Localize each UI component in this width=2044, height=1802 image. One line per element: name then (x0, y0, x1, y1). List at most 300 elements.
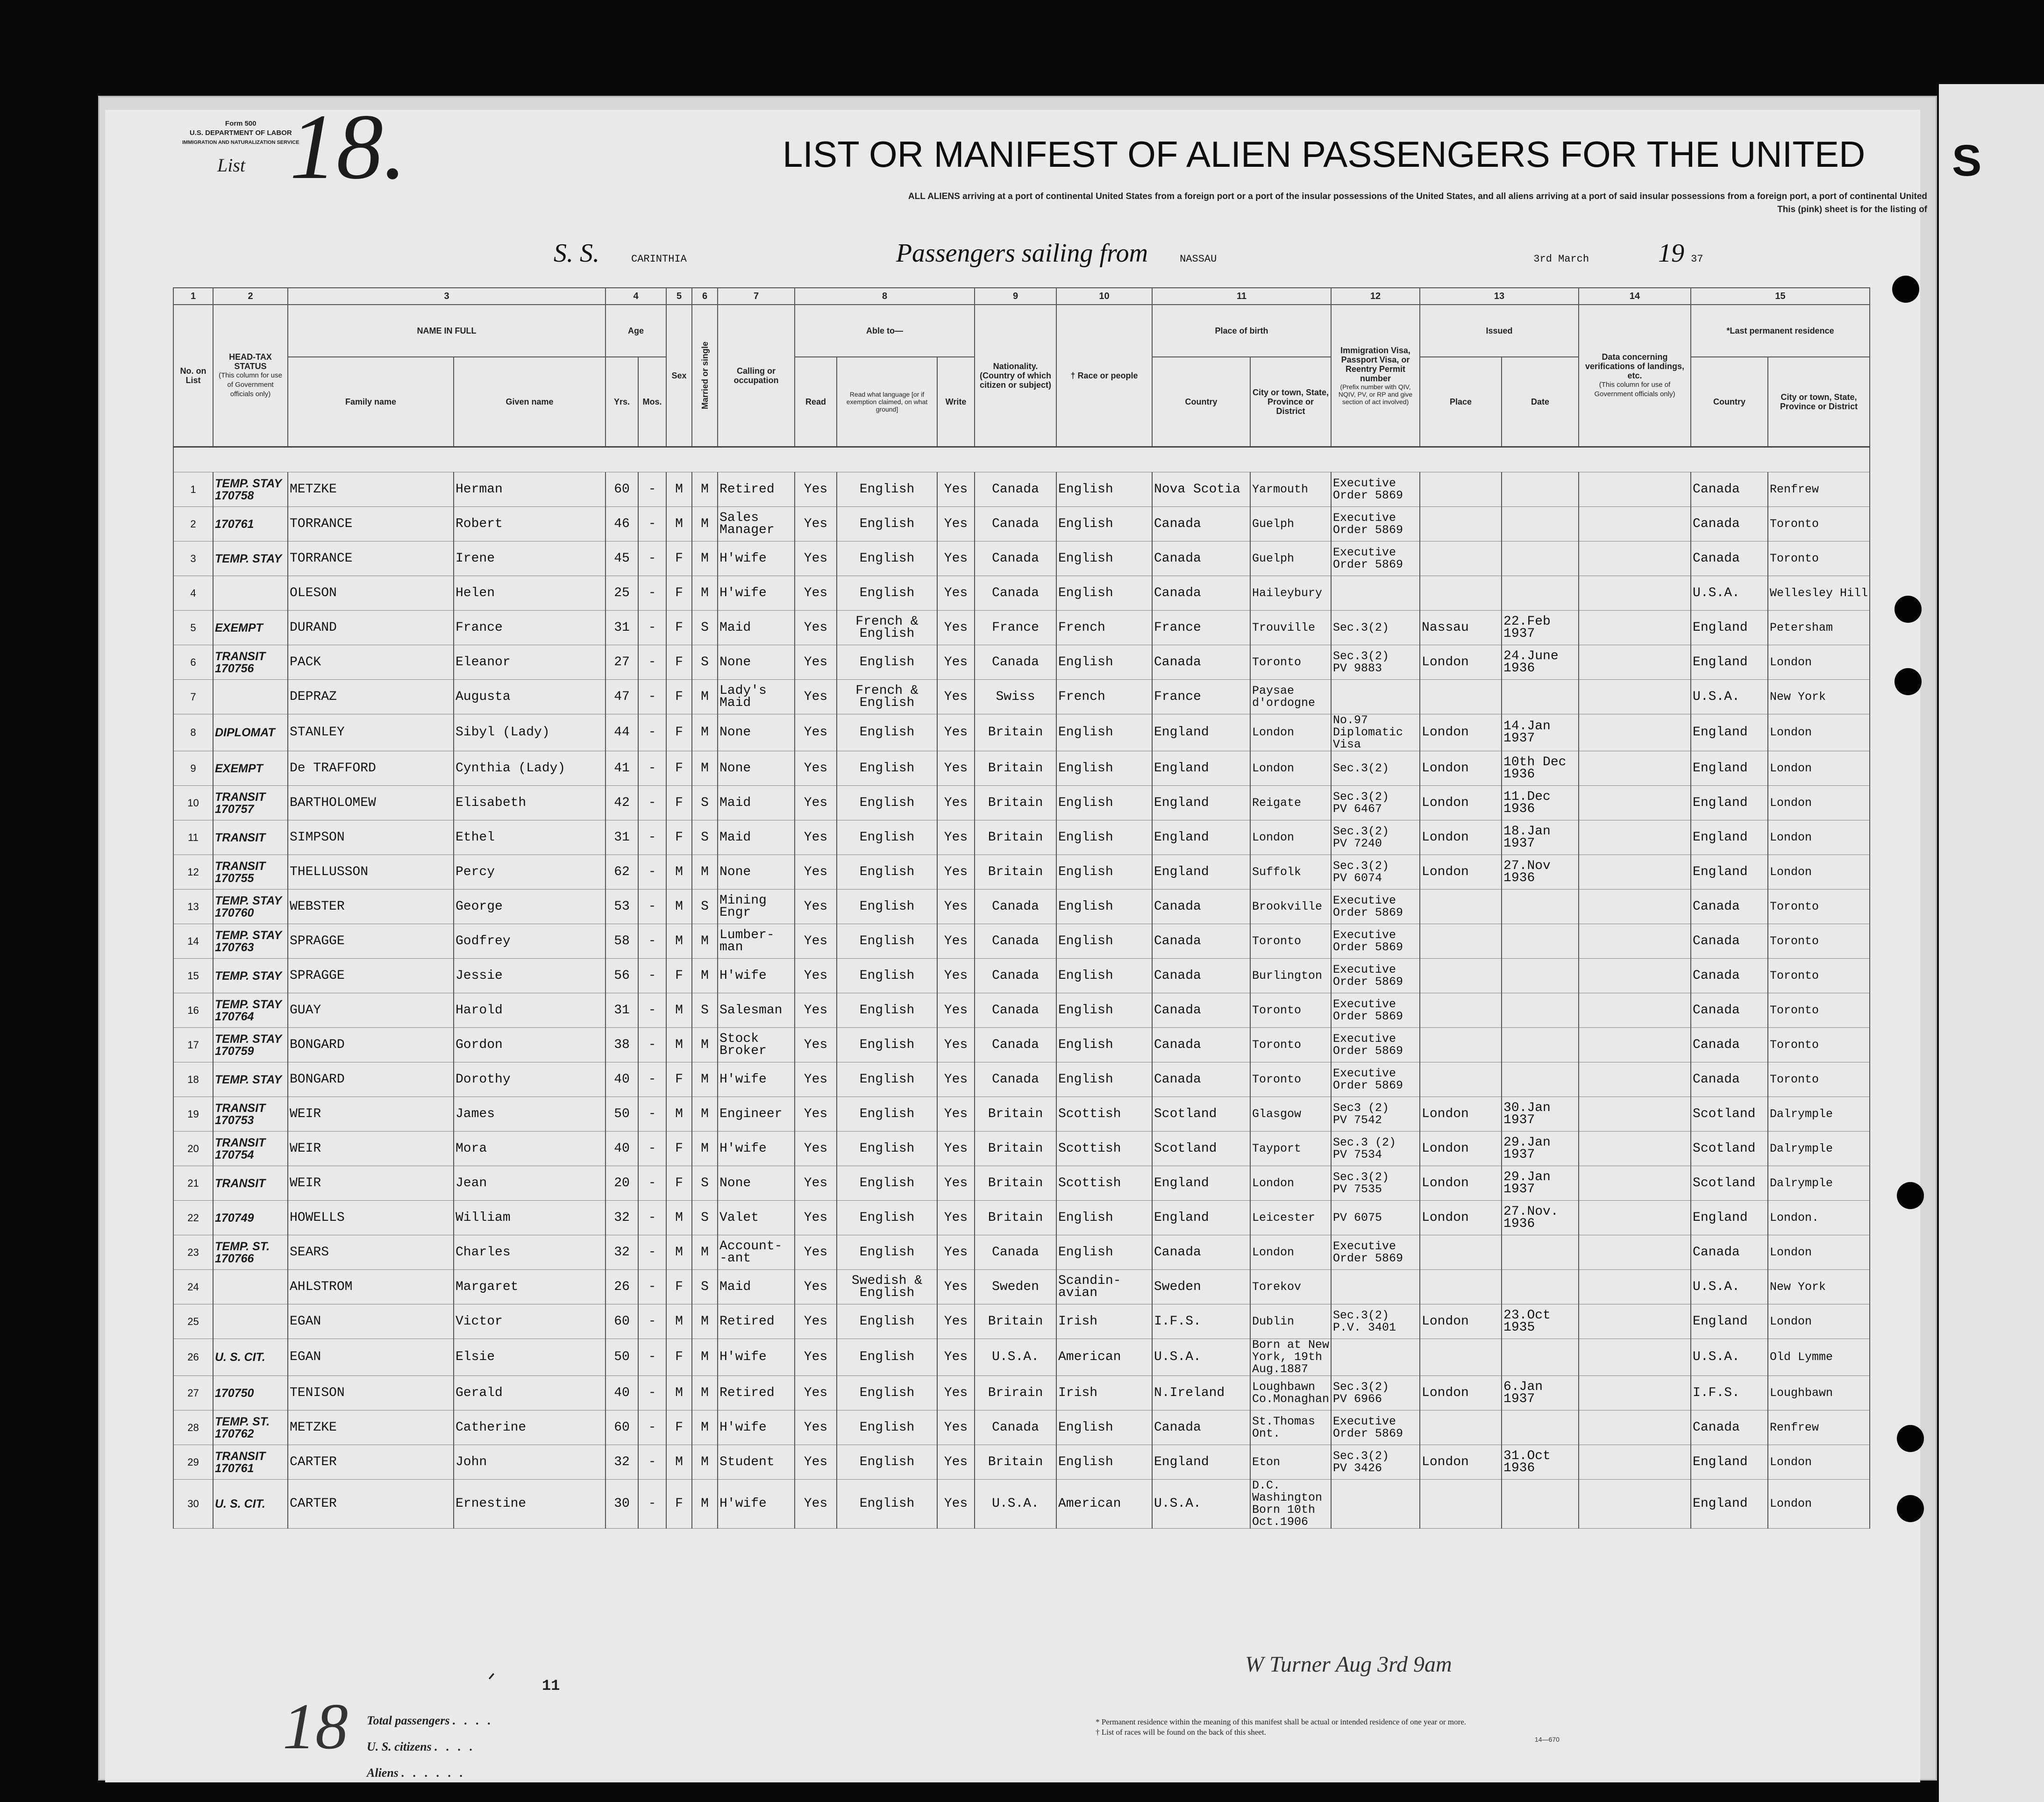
adjacent-sheet-letters: S (1952, 136, 1982, 185)
row-number: 16 (173, 993, 213, 1028)
visa-number: PV 6075 (1331, 1201, 1420, 1235)
given-name: Eleanor (454, 645, 605, 680)
verification (1579, 1339, 1691, 1376)
birth-city: London (1250, 751, 1331, 786)
head-tax-status: EXEMPT (213, 751, 288, 786)
head-tax-status (213, 1304, 288, 1339)
occupation: Lady's Maid (718, 680, 795, 714)
col-num: 10 (1056, 288, 1152, 305)
race: English (1056, 576, 1152, 611)
given-name: James (454, 1097, 605, 1132)
age-months: - (638, 1445, 666, 1480)
residence-city: Renfrew (1768, 472, 1870, 507)
residence-country: Canada (1691, 1410, 1768, 1445)
birth-country: Canada (1152, 890, 1250, 924)
service: IMMIGRATION AND NATURALIZATION SERVICE (182, 140, 299, 145)
issued-place: London (1420, 1201, 1502, 1235)
nationality: Britain (975, 1201, 1056, 1235)
birth-city: Brookville (1250, 890, 1331, 924)
nationality: Swiss (975, 680, 1056, 714)
age-months: - (638, 751, 666, 786)
issued-date (1502, 1062, 1579, 1097)
issued-place: London (1420, 1304, 1502, 1339)
page-title: LIST OR MANIFEST OF ALIEN PASSENGERS FOR THE UNITED (783, 134, 1866, 175)
can-read: Yes (795, 820, 837, 855)
given-name: Jean (454, 1166, 605, 1201)
sex: M (666, 890, 692, 924)
given-name: Jessie (454, 959, 605, 993)
col-num: 6 (692, 288, 718, 305)
header-visa-note: (Prefix number with QIV, NQIV, PV, or RP and give section of act involved) (1338, 383, 1413, 406)
binder-hole (1897, 1182, 1924, 1209)
can-read: Yes (795, 1166, 837, 1201)
family-name: EGAN (288, 1339, 454, 1376)
sex: F (666, 1480, 692, 1529)
residence-city: London (1768, 820, 1870, 855)
birth-country: Canada (1152, 1235, 1250, 1270)
verification (1579, 855, 1691, 890)
footnote-1: * Permanent residence within the meaning of this manifest shall be actual or intended residence of one year or more. (1096, 1717, 1467, 1726)
sex: F (666, 680, 692, 714)
age-years: 30 (605, 1480, 638, 1529)
age-years: 32 (605, 1235, 638, 1270)
birth-city: Glasgow (1250, 1097, 1331, 1132)
marital-status: M (692, 959, 718, 993)
birth-country: N.Ireland (1152, 1376, 1250, 1410)
age-years: 60 (605, 472, 638, 507)
residence-city: Dalrymple (1768, 1166, 1870, 1201)
age-years: 60 (605, 1410, 638, 1445)
nationality: Canada (975, 1235, 1056, 1270)
family-name: BONGARD (288, 1062, 454, 1097)
header-given-name: Given name (454, 357, 605, 447)
visa-number: Executive Order 5869 (1331, 1028, 1420, 1062)
issued-place (1420, 924, 1502, 959)
head-tax-status: TEMP. STAY 170759 (213, 1028, 288, 1062)
can-read: Yes (795, 1480, 837, 1529)
port-name: NASSAU (1180, 253, 1217, 265)
form-meta (182, 119, 299, 147)
birth-city: Toronto (1250, 1028, 1331, 1062)
residence-country: England (1691, 645, 1768, 680)
sex: M (666, 1376, 692, 1410)
occupation: Retired (718, 1304, 795, 1339)
race: English (1056, 472, 1152, 507)
row-number: 17 (173, 1028, 213, 1062)
birth-country: France (1152, 680, 1250, 714)
occupation: Maid (718, 820, 795, 855)
read-language: French & English (837, 611, 937, 645)
nationality: Britain (975, 1304, 1056, 1339)
footnote-2: † List of races will be found on the back of this sheet. (1096, 1728, 1266, 1737)
residence-country: England (1691, 714, 1768, 751)
family-name: PACK (288, 645, 454, 680)
given-name: Dorothy (454, 1062, 605, 1097)
can-write: Yes (937, 1304, 975, 1339)
race: English (1056, 1235, 1152, 1270)
verification (1579, 472, 1691, 507)
read-language: English (837, 1235, 937, 1270)
manifest-row (173, 890, 1870, 924)
head-tax-status: 170749 (213, 1201, 288, 1235)
col-num: 3 (288, 288, 605, 305)
race: Scottish (1056, 1132, 1152, 1166)
birth-country: Canada (1152, 1028, 1250, 1062)
family-name: WEIR (288, 1166, 454, 1201)
header-married-label: Married or single (700, 342, 710, 410)
birth-city: Suffolk (1250, 855, 1331, 890)
issued-date (1502, 924, 1579, 959)
head-tax-status: TRANSIT (213, 1166, 288, 1201)
age-months: - (638, 820, 666, 855)
issued-place: London (1420, 786, 1502, 820)
birth-city: Toronto (1250, 1062, 1331, 1097)
totals-block (367, 1708, 493, 1786)
adjacent-sheet (1939, 84, 2044, 1802)
sex: M (666, 472, 692, 507)
nationality: U.S.A. (975, 1480, 1056, 1529)
visa-number: Executive Order 5869 (1331, 1062, 1420, 1097)
visa-number (1331, 1339, 1420, 1376)
sex: F (666, 541, 692, 576)
head-tax-status: TEMP. STAY (213, 959, 288, 993)
age-months: - (638, 472, 666, 507)
race: English (1056, 507, 1152, 541)
visa-number: Executive Order 5869 (1331, 959, 1420, 993)
residence-country: U.S.A. (1691, 1270, 1768, 1304)
birth-city: Loughbawn Co.Monaghan (1250, 1376, 1331, 1410)
birth-country: England (1152, 1166, 1250, 1201)
family-name: AHLSTROM (288, 1270, 454, 1304)
nationality: Canada (975, 507, 1056, 541)
family-name: DURAND (288, 611, 454, 645)
residence-country: Canada (1691, 1028, 1768, 1062)
header-verif (1579, 305, 1691, 447)
header-issued-date: Date (1502, 357, 1579, 447)
header-family-name: Family name (288, 357, 454, 447)
can-write: Yes (937, 1028, 975, 1062)
occupation: Mining Engr (718, 890, 795, 924)
header-read-lang: Read what language [or if exemption claimed, on what ground] (837, 357, 937, 447)
occupation: H'wife (718, 1410, 795, 1445)
can-read: Yes (795, 1062, 837, 1097)
occupation: Account- -ant (718, 1235, 795, 1270)
issued-place (1420, 890, 1502, 924)
row-number: 5 (173, 611, 213, 645)
given-name: Charles (454, 1235, 605, 1270)
nationality: Britain (975, 820, 1056, 855)
age-months: - (638, 924, 666, 959)
occupation: H'wife (718, 1062, 795, 1097)
visa-number (1331, 1270, 1420, 1304)
occupation: Stock Broker (718, 1028, 795, 1062)
sex: F (666, 1062, 692, 1097)
marital-status: M (692, 1445, 718, 1480)
manifest-row (173, 1097, 1870, 1132)
can-write: Yes (937, 1376, 975, 1410)
read-language: English (837, 1097, 937, 1132)
can-write: Yes (937, 680, 975, 714)
manifest-row (173, 507, 1870, 541)
birth-country: England (1152, 820, 1250, 855)
age-months: - (638, 1339, 666, 1376)
col-num: 14 (1579, 288, 1691, 305)
residence-country: Canada (1691, 1235, 1768, 1270)
can-read: Yes (795, 1097, 837, 1132)
age-months: - (638, 1235, 666, 1270)
can-write: Yes (937, 890, 975, 924)
can-read: Yes (795, 680, 837, 714)
manifest-row (173, 924, 1870, 959)
read-language: English (837, 1410, 937, 1445)
subtitle-2: This (pink) sheet is for the listing of (1777, 205, 1927, 214)
manifest-row (173, 1410, 1870, 1445)
manifest-row (173, 1480, 1870, 1529)
row-number: 8 (173, 714, 213, 751)
read-language: English (837, 751, 937, 786)
verification (1579, 1166, 1691, 1201)
age-years: 47 (605, 680, 638, 714)
residence-city: London (1768, 714, 1870, 751)
manifest-row (173, 993, 1870, 1028)
manifest-row (173, 1166, 1870, 1201)
can-read: Yes (795, 507, 837, 541)
age-months: - (638, 993, 666, 1028)
residence-country: Canada (1691, 507, 1768, 541)
age-months: - (638, 786, 666, 820)
issued-date: 18.Jan 1937 (1502, 820, 1579, 855)
birth-country: U.S.A. (1152, 1480, 1250, 1529)
marital-status: M (692, 1339, 718, 1376)
family-name: SIMPSON (288, 820, 454, 855)
given-name: Harold (454, 993, 605, 1028)
age-months: - (638, 541, 666, 576)
manifest-row (173, 1445, 1870, 1480)
marital-status: S (692, 1270, 718, 1304)
sex: M (666, 1304, 692, 1339)
can-read: Yes (795, 751, 837, 786)
manifest-row (173, 1304, 1870, 1339)
read-language: English (837, 714, 937, 751)
birth-country: France (1152, 611, 1250, 645)
margin-number: 18 (283, 1690, 348, 1763)
row-number: 29 (173, 1445, 213, 1480)
can-write: Yes (937, 507, 975, 541)
age-months: - (638, 645, 666, 680)
age-months: - (638, 611, 666, 645)
age-years: 42 (605, 786, 638, 820)
can-write: Yes (937, 751, 975, 786)
verification (1579, 959, 1691, 993)
footnotes (1096, 1717, 1466, 1738)
race: Scandin- avian (1056, 1270, 1152, 1304)
birth-city: London (1250, 1166, 1331, 1201)
read-language: English (837, 645, 937, 680)
header-birth-country: Country (1152, 357, 1250, 447)
given-name: Mora (454, 1132, 605, 1166)
birth-country: Scotland (1152, 1132, 1250, 1166)
read-language: English (837, 1028, 937, 1062)
birth-city: Leicester (1250, 1201, 1331, 1235)
read-language: English (837, 1201, 937, 1235)
us-citizens-text: U. S. citizens (367, 1740, 432, 1753)
row-number: 21 (173, 1166, 213, 1201)
can-read: Yes (795, 611, 837, 645)
header-sex: Sex (666, 305, 692, 447)
residence-city: Toronto (1768, 993, 1870, 1028)
race: English (1056, 714, 1152, 751)
birth-city: Guelph (1250, 541, 1331, 576)
issued-date: 22.Feb 1937 (1502, 611, 1579, 645)
birth-country: I.F.S. (1152, 1304, 1250, 1339)
age-months: - (638, 1132, 666, 1166)
occupation: None (718, 645, 795, 680)
manifest-row (173, 1062, 1870, 1097)
header-head-tax-note: (This column for use of Government officials only) (219, 371, 282, 398)
birth-country: Canada (1152, 1062, 1250, 1097)
family-name: BONGARD (288, 1028, 454, 1062)
family-name: BARTHOLOMEW (288, 786, 454, 820)
visa-number: Executive Order 5869 (1331, 993, 1420, 1028)
birth-city: Toronto (1250, 924, 1331, 959)
verification (1579, 1235, 1691, 1270)
family-name: De TRAFFORD (288, 751, 454, 786)
family-name: SEARS (288, 1235, 454, 1270)
birth-city: D.C. Washington Born 10th Oct.1906 (1250, 1480, 1331, 1529)
birth-country: Canada (1152, 576, 1250, 611)
sex: F (666, 1410, 692, 1445)
issued-place: London (1420, 855, 1502, 890)
read-language: English (837, 576, 937, 611)
can-write: Yes (937, 1062, 975, 1097)
row-number: 14 (173, 924, 213, 959)
marital-status: S (692, 611, 718, 645)
family-name: GUAY (288, 993, 454, 1028)
given-name: Elisabeth (454, 786, 605, 820)
birth-country: England (1152, 1445, 1250, 1480)
col-num: 13 (1420, 288, 1579, 305)
can-read: Yes (795, 1376, 837, 1410)
read-language: English (837, 1166, 937, 1201)
race: English (1056, 959, 1152, 993)
issued-date: 24.June 1936 (1502, 645, 1579, 680)
sex: M (666, 1201, 692, 1235)
residence-city: London (1768, 786, 1870, 820)
nationality: Canada (975, 1410, 1056, 1445)
residence-city: London (1768, 751, 1870, 786)
birth-city: Paysae d'ordogne (1250, 680, 1331, 714)
residence-city: Toronto (1768, 1028, 1870, 1062)
given-name: Catherine (454, 1410, 605, 1445)
verification (1579, 714, 1691, 751)
marital-status: M (692, 855, 718, 890)
race: American (1056, 1480, 1152, 1529)
occupation: H'wife (718, 1339, 795, 1376)
issued-place: London (1420, 1445, 1502, 1480)
header-age: Age (605, 305, 666, 357)
can-write: Yes (937, 820, 975, 855)
can-read: Yes (795, 924, 837, 959)
passenger-count: 11 (542, 1677, 560, 1695)
nationality: Canada (975, 890, 1056, 924)
head-tax-status: U. S. CIT. (213, 1480, 288, 1529)
verification (1579, 1410, 1691, 1445)
marital-status: M (692, 1028, 718, 1062)
verification (1579, 1376, 1691, 1410)
birth-country: England (1152, 1201, 1250, 1235)
birth-city: Reigate (1250, 786, 1331, 820)
issued-place: London (1420, 1166, 1502, 1201)
can-write: Yes (937, 576, 975, 611)
occupation: Retired (718, 1376, 795, 1410)
issued-place (1420, 959, 1502, 993)
residence-city: Toronto (1768, 1062, 1870, 1097)
verification (1579, 645, 1691, 680)
race: English (1056, 924, 1152, 959)
occupation: H'wife (718, 541, 795, 576)
header-able-to: Able to— (795, 305, 975, 357)
header-head-tax-title: HEAD-TAX STATUS (229, 352, 272, 371)
row-number: 6 (173, 645, 213, 680)
race: English (1056, 751, 1152, 786)
visa-number: Sec.3(2) PV 6966 (1331, 1376, 1420, 1410)
row-number: 4 (173, 576, 213, 611)
age-months: - (638, 1201, 666, 1235)
sex: M (666, 924, 692, 959)
visa-number: Sec.3(2) PV 7535 (1331, 1166, 1420, 1201)
manifest-row (173, 1201, 1870, 1235)
sex: F (666, 820, 692, 855)
head-tax-status: TRANSIT 170757 (213, 786, 288, 820)
head-tax-status (213, 680, 288, 714)
head-tax-status: TRANSIT (213, 820, 288, 855)
row-number: 22 (173, 1201, 213, 1235)
residence-country: U.S.A. (1691, 576, 1768, 611)
race: English (1056, 786, 1152, 820)
residence-country: Canada (1691, 993, 1768, 1028)
residence-city: London (1768, 645, 1870, 680)
read-language: English (837, 507, 937, 541)
header-visa-title: Immigration Visa, Passport Visa, or Reentry Permit number (1340, 346, 1410, 383)
ship-name: CARINTHIA (631, 253, 687, 265)
manifest-row (173, 855, 1870, 890)
head-tax-status: TEMP. STAY 170764 (213, 993, 288, 1028)
spacer-cell (173, 447, 1870, 472)
year-suffix: 37 (1691, 253, 1703, 265)
header-yrs: Yrs. (605, 357, 638, 447)
visa-number: Executive Order 5869 (1331, 1235, 1420, 1270)
birth-city: Yarmouth (1250, 472, 1331, 507)
can-write: Yes (937, 1201, 975, 1235)
col-num: 4 (605, 288, 666, 305)
marital-status: M (692, 1062, 718, 1097)
issued-date (1502, 1480, 1579, 1529)
row-number: 30 (173, 1480, 213, 1529)
can-write: Yes (937, 1166, 975, 1201)
can-read: Yes (795, 1028, 837, 1062)
manifest-row (173, 1028, 1870, 1062)
head-tax-status: TEMP. STAY 170758 (213, 472, 288, 507)
age-years: 32 (605, 1201, 638, 1235)
age-months: - (638, 1376, 666, 1410)
sex: M (666, 1235, 692, 1270)
col-num: 2 (213, 288, 288, 305)
manifest-row (173, 751, 1870, 786)
age-years: 53 (605, 890, 638, 924)
race: Scottish (1056, 1097, 1152, 1132)
can-write: Yes (937, 1339, 975, 1376)
marital-status: S (692, 1166, 718, 1201)
